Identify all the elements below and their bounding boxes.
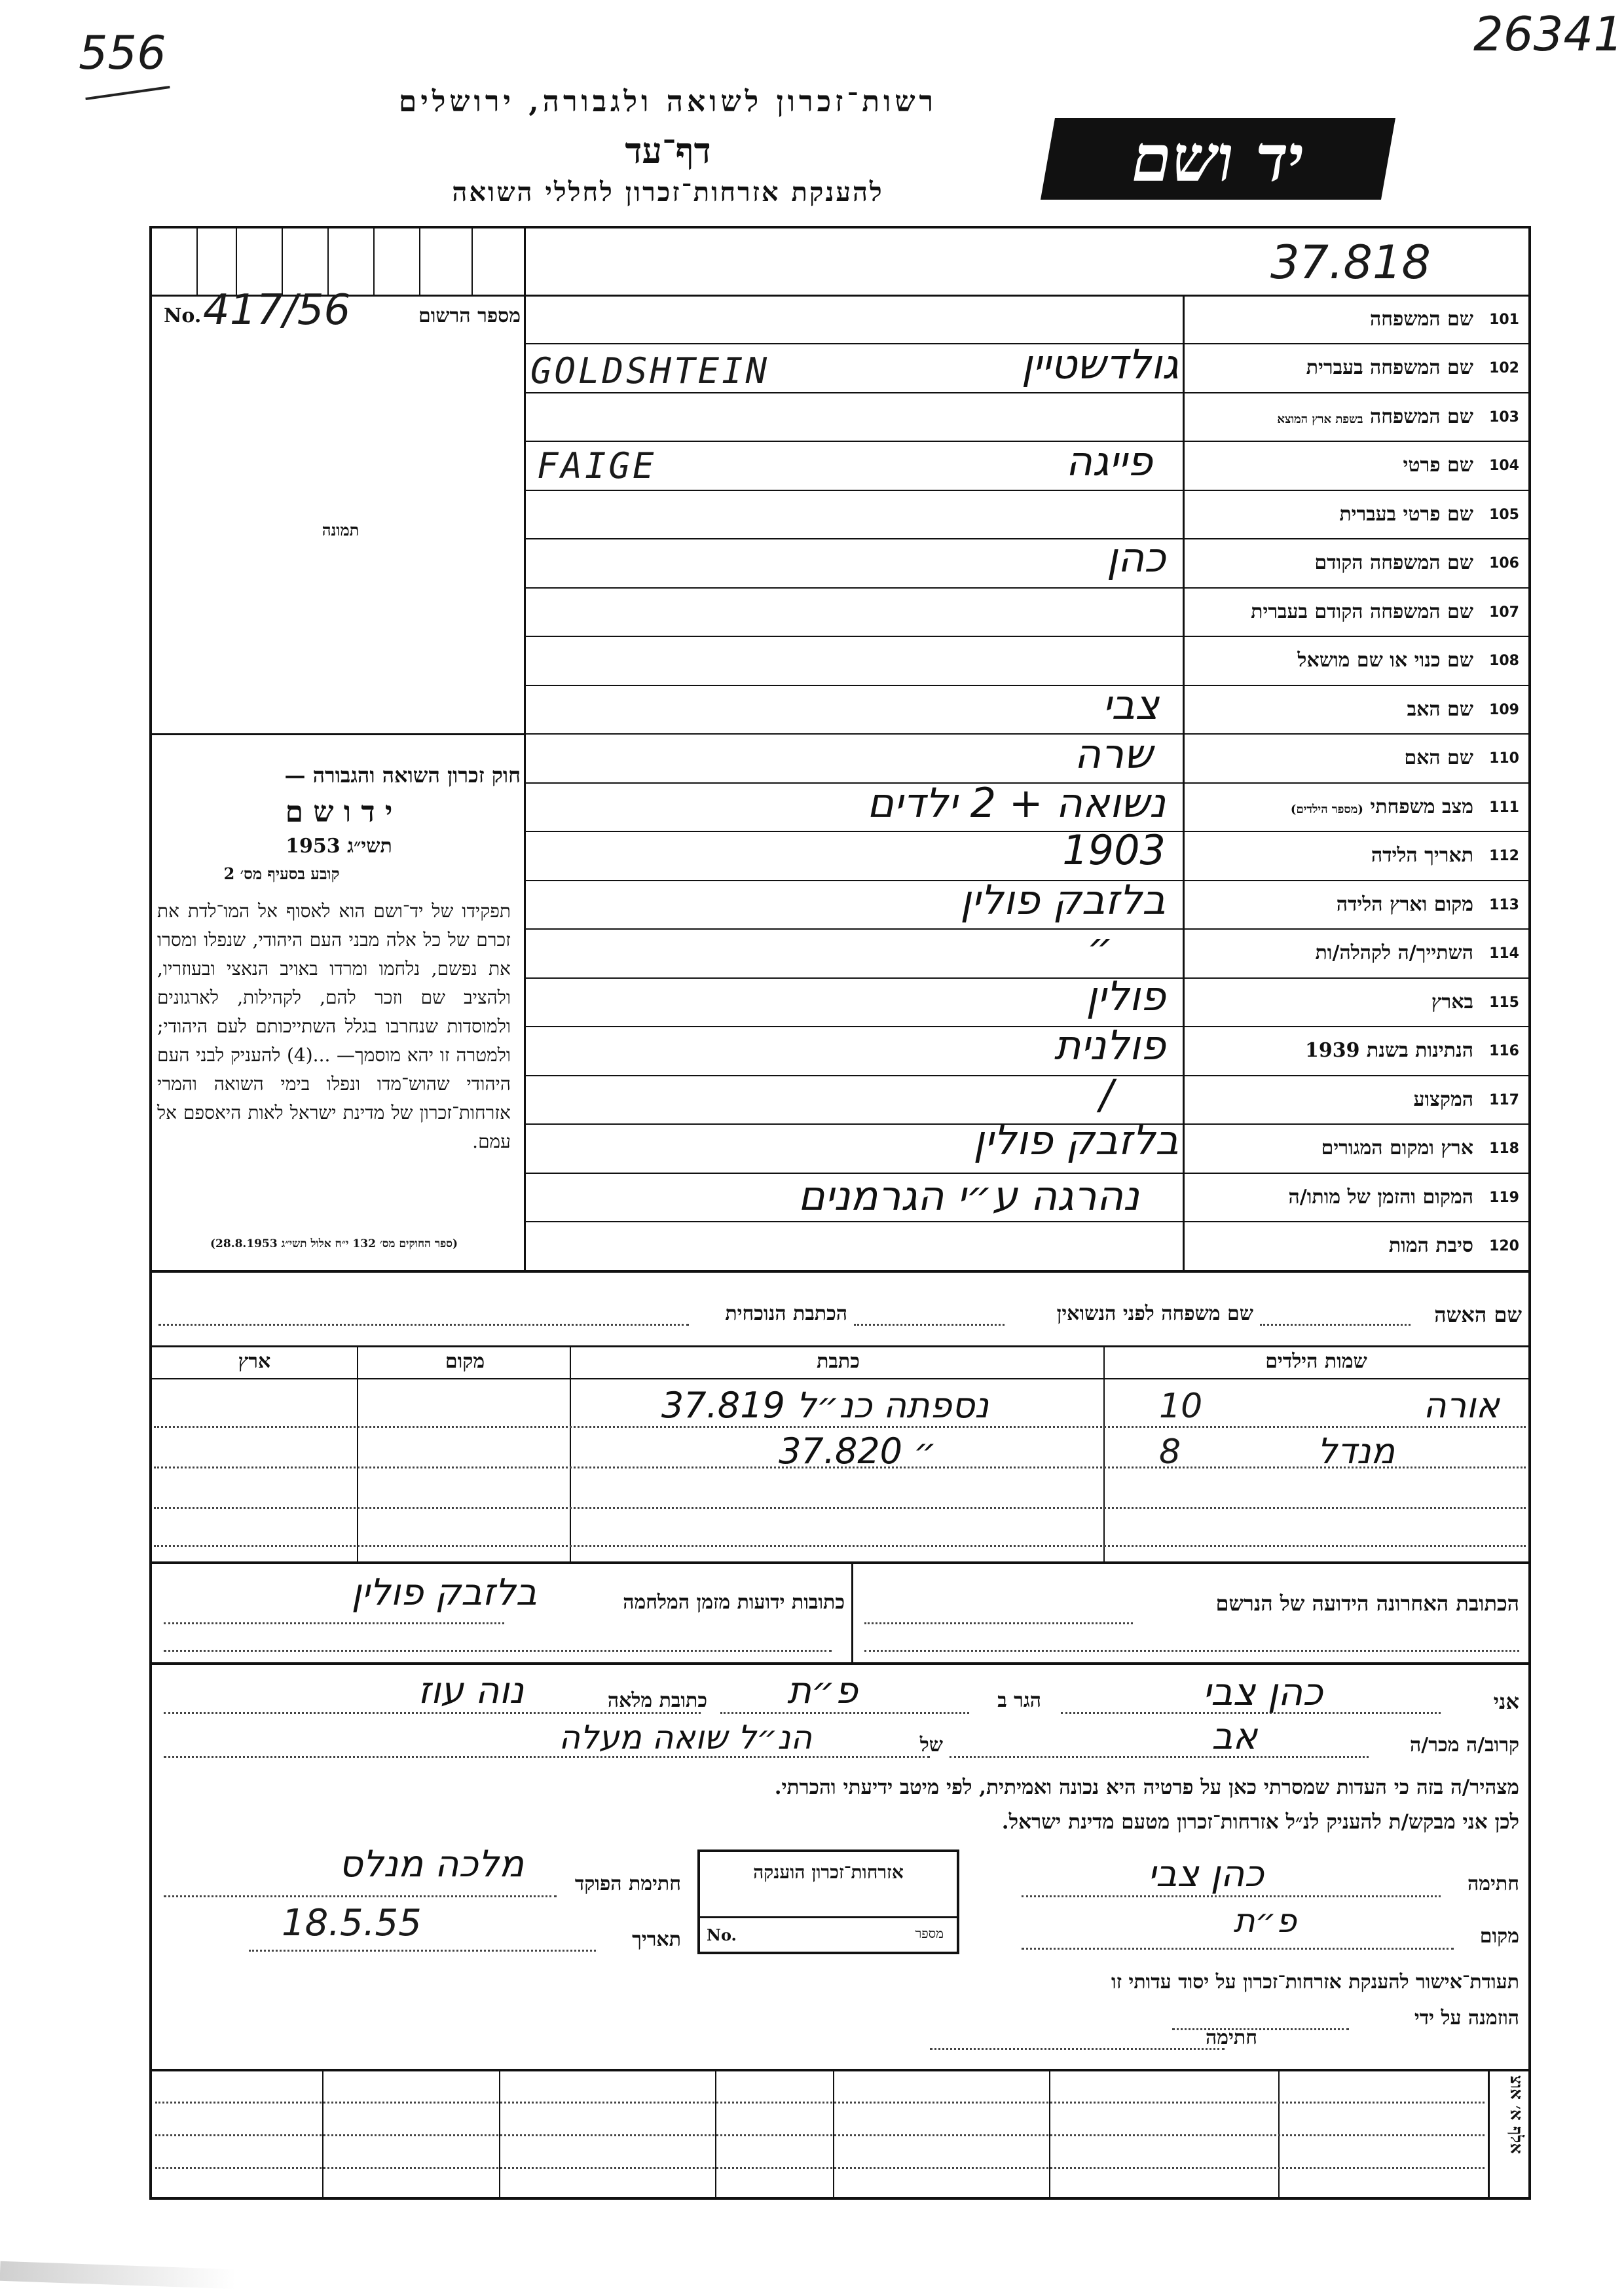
- child-age: 10: [1159, 1387, 1203, 1426]
- place-value: פ״ת: [1233, 1902, 1297, 1940]
- field-value: שרה: [1074, 730, 1153, 778]
- table-row: [570, 1427, 1526, 1473]
- no-label: מספר הרשום: [418, 304, 521, 327]
- field-labels: [1185, 295, 1526, 1270]
- field-number: 106: [1489, 555, 1519, 572]
- field-label: בארץ: [1431, 991, 1473, 1013]
- child-address: ״ 37.820: [779, 1430, 936, 1472]
- resides-label: הגר ב: [997, 1689, 1041, 1712]
- field-label: שם המשפחה הקודם בעברית: [1251, 600, 1473, 623]
- table-row: [570, 1381, 1526, 1427]
- authority-line: רשות־זכרון לשואה ולגבורה, ירושלים: [398, 85, 938, 118]
- field-value-latin: GOLDSHTEIN: [530, 350, 770, 392]
- field-label: המקום והזמן של מותו/ה: [1288, 1186, 1473, 1209]
- law-footnote: (ספר החוקים מס׳ 132 י״ח אלול תשי״ג 28.8.1953): [210, 1237, 458, 1250]
- corner-mark-right: 26341: [1473, 7, 1624, 62]
- field-row-101: [1185, 295, 1526, 343]
- field-row-102: [1185, 343, 1526, 392]
- field-value: /: [1099, 1070, 1113, 1118]
- footer-side-text: אלף א׳ אוצ: [1506, 2075, 1526, 2155]
- field-number: 103: [1489, 409, 1519, 426]
- field-row-118: [1185, 1123, 1526, 1173]
- field-number: 119: [1489, 1190, 1519, 1206]
- stamp-title: אזרחות־זכרון הוענקה: [753, 1861, 904, 1883]
- field-row-119: [1185, 1173, 1526, 1221]
- field-value: נשואה + 2 ילדים: [866, 779, 1166, 827]
- field-value: פולנית: [1054, 1021, 1166, 1069]
- field-row-104: [1185, 441, 1526, 490]
- child-address: נספתה כנ״ל 37.819: [661, 1385, 989, 1426]
- full-address-label: כתובת מלאה: [607, 1689, 707, 1712]
- relation-value: אב: [1211, 1715, 1257, 1758]
- date-label: תאריך: [632, 1928, 681, 1951]
- field-value: נהרגה ע״י הגרמנים: [798, 1172, 1139, 1220]
- field-value: כהן: [1106, 534, 1166, 581]
- field-label: שם פרטי: [1403, 454, 1473, 477]
- field-label: תאריך הלידה: [1371, 844, 1473, 867]
- field-number: 108: [1489, 653, 1519, 669]
- field-row-111: [1185, 782, 1526, 831]
- child-age: 8: [1159, 1432, 1181, 1472]
- field-row-106: [1185, 538, 1526, 587]
- field-number: 104: [1489, 458, 1519, 474]
- field-value: גולדשטיין: [1021, 340, 1179, 388]
- citizenship-stamp: [697, 1850, 959, 1954]
- resides-value: פ״ת: [787, 1669, 858, 1712]
- field-number: 102: [1489, 360, 1519, 376]
- date-value: 18.5.55: [282, 1902, 422, 1944]
- registration-top-number: 37.818: [1270, 236, 1431, 289]
- field-label: המקצוע: [1413, 1088, 1473, 1111]
- field-value: פולין: [1086, 972, 1166, 1020]
- spouse-row: [152, 1273, 1528, 1345]
- field-row-103: [1185, 392, 1526, 441]
- wife-label: שם האשה: [1434, 1302, 1522, 1327]
- law-body: תפקידו של יד־ושם הוא לאסוף אל המו־לדת את זכרם של כל אלה מבני העם היהודי, שנפלו ומסרו את נפשם, נלחמו ומרדו באויב הנאצי ובעוזריו, ולהציב שם וזכר להם, לקהילות, לארגונים ולמוסדות שנחרבו בגלל השתייכותם לעם היהודי; ולמטרה זו יהא מוסמך— ...(4) להעניק לבני העם היהודי שהוש־מדו ונפלו בימי השואה והמרי אזרחות־זכרון של מדינת ישראל לאות היאספם אל עמם.: [157, 900, 511, 1152]
- field-number: 111: [1489, 799, 1519, 816]
- field-number: 107: [1489, 604, 1519, 621]
- field-row-107: [1185, 587, 1526, 636]
- children-header-place: מקום: [445, 1350, 485, 1373]
- law-name: י ד ו ש ם: [285, 795, 393, 829]
- statement-2: לכן אני מבקש/ת להעניק לנ״ל אזרחות־זכרון מטעם מדינת ישראל.: [1001, 1810, 1519, 1834]
- field-number: 110: [1489, 750, 1519, 767]
- field-label: שם כנוי או שם מושאל: [1297, 649, 1473, 672]
- field-number: 116: [1489, 1043, 1519, 1059]
- field-label: השתייך/ה לקהלה/ות: [1315, 941, 1473, 964]
- field-number: 117: [1489, 1092, 1519, 1108]
- field-value: צבי: [1102, 681, 1159, 729]
- field-value-latin: FAIGE: [537, 445, 657, 486]
- field-row-120: [1185, 1221, 1526, 1270]
- field-row-105: [1185, 490, 1526, 538]
- bottom-grid: [152, 2069, 1528, 2197]
- form-title: דף־עד: [625, 130, 711, 172]
- field-number: 114: [1489, 945, 1519, 962]
- field-label: שם המשפחה בעברית: [1306, 356, 1473, 379]
- child-name: אורה: [1423, 1385, 1500, 1426]
- statement-1: מצהיר/ה בזה כי העדות שמסרתי כאן על פרטיה היא נכונה ואמיתית, לפי מיטב ידיעתי והכרתי.: [774, 1776, 1519, 1799]
- children-header-country: ארץ: [238, 1350, 271, 1373]
- field-label-small: (מספר הילדים): [1290, 803, 1363, 816]
- of-value: הנ״ל שואה מעלה: [559, 1719, 812, 1757]
- yad-vashem-logo: יד ושם: [1041, 118, 1395, 200]
- field-number: 109: [1489, 702, 1519, 718]
- field-number: 112: [1489, 848, 1519, 864]
- place-label: מקום: [1479, 1925, 1519, 1948]
- declarant-value: כהן צבי: [1202, 1669, 1323, 1714]
- field-label: שם האם: [1404, 746, 1473, 769]
- field-label: שם המשפחה הקודם: [1314, 551, 1473, 574]
- certificate-line-1: תעודת־אישור להענקת אזרחות־זכרון על יסוד עדותי זו: [1111, 1971, 1519, 1994]
- children-header-address: כתבת: [817, 1350, 860, 1373]
- underline-mark: [85, 86, 170, 100]
- last-known-address-label: הכתובת האחרונה הידועה של הנרשם: [1215, 1591, 1519, 1616]
- field-row-116: [1185, 1026, 1526, 1075]
- no-value: 417/56: [203, 286, 351, 335]
- field-value: בלזבק פולין: [973, 1116, 1179, 1164]
- of-label: של: [919, 1734, 943, 1757]
- no-prefix: No.: [164, 304, 202, 327]
- field-label: ארץ ומקום המגורים: [1321, 1137, 1473, 1159]
- field-value: 1903: [1062, 826, 1166, 874]
- field-label: שם האב: [1407, 698, 1473, 721]
- field-label: מצב משפחתי (מספר הילדים): [1290, 795, 1473, 818]
- child-name: מנדל: [1317, 1430, 1395, 1472]
- signature-label: חתימה: [1467, 1872, 1519, 1895]
- corner-mark-left: 556: [79, 26, 166, 80]
- inspector-signature-label: חתימת הפוקד: [574, 1872, 681, 1895]
- declarant-label: אני: [1493, 1689, 1519, 1714]
- form-subtitle: להענקת אזרחות־זכרון לחללי השואה: [452, 177, 884, 208]
- field-label: שם פרטי בעברית: [1339, 503, 1473, 526]
- field-row-113: [1185, 880, 1526, 928]
- maiden-name-label: שם משפחה לפני הנשואין: [1056, 1302, 1253, 1325]
- registration-number: [164, 286, 521, 337]
- field-value: בלזבק פולין: [960, 876, 1166, 924]
- field-row-115: [1185, 977, 1526, 1026]
- signature-value: כהן צבי: [1147, 1853, 1264, 1895]
- field-row-117: [1185, 1075, 1526, 1123]
- field-label-small: בשפת ארץ המוצא: [1277, 412, 1363, 426]
- field-number: 105: [1489, 507, 1519, 523]
- field-row-110: [1185, 733, 1526, 782]
- children-header-names: שמות הילדים: [1265, 1350, 1367, 1373]
- field-row-108: [1185, 636, 1526, 685]
- field-label: שם המשפחה: [1369, 308, 1473, 331]
- field-label: שם המשפחה בשפת ארץ המוצא: [1277, 405, 1473, 428]
- field-number: 118: [1489, 1140, 1519, 1157]
- scan-artifact: [0, 2261, 236, 2289]
- law-section: קובע בסעיף מס׳ 2: [223, 864, 340, 883]
- law-title: חוק זכרון השואה והגבורה —: [284, 763, 521, 788]
- field-number: 120: [1489, 1238, 1519, 1254]
- law-year: תשי״ג 1953: [286, 835, 392, 858]
- certificate-signature-label: חתימה: [1206, 2026, 1257, 2049]
- field-row-109: [1185, 685, 1526, 733]
- field-label: מקום וארץ הלידה: [1336, 893, 1473, 916]
- photo-label: תמונה: [322, 520, 360, 539]
- field-label: סיבת המות: [1388, 1234, 1473, 1257]
- wartime-address-value: בלזבק פולין: [351, 1571, 537, 1614]
- wartime-address-label: כתובות ידועות מזמן המלחמה: [623, 1591, 845, 1614]
- inspector-signature-value: מלכה מנלס: [339, 1843, 524, 1886]
- field-value: פייגה: [1065, 437, 1153, 485]
- field-value: ״: [1087, 923, 1113, 971]
- certificate-line-2: הוזמנה על ידי: [1414, 2007, 1519, 2030]
- relation-label: קרוב/ה מכר/ה: [1410, 1734, 1519, 1757]
- full-address-value: נוה עוז: [418, 1669, 524, 1712]
- stamp-no-label: מספר: [915, 1925, 944, 1941]
- field-number: 101: [1489, 312, 1519, 328]
- field-row-112: [1185, 831, 1526, 880]
- field-label: הנתינות בשנת 1939: [1304, 1039, 1473, 1062]
- field-number: 115: [1489, 994, 1519, 1011]
- field-number: 113: [1489, 897, 1519, 913]
- stamp-no: No.: [707, 1925, 737, 1944]
- current-address-label: הכתבת הנוכחית: [725, 1302, 847, 1325]
- field-row-114: [1185, 928, 1526, 977]
